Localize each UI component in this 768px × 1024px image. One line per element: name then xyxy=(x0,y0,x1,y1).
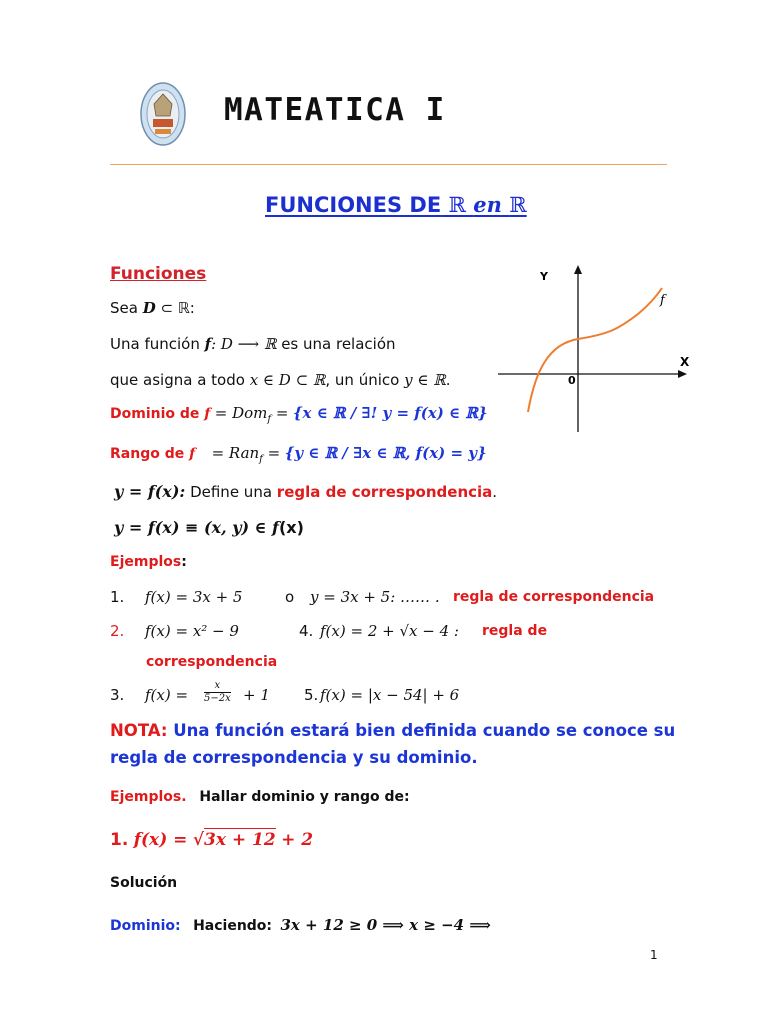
solucion-label: Solución xyxy=(110,875,178,891)
header-divider xyxy=(110,164,667,165)
sea-line: Sea D ⊂ ℝ: xyxy=(110,299,195,317)
definition-line-1: Una función f: D ⟶ ℝ es una relación xyxy=(110,335,396,353)
example-1: 1. f(x) = 3x + 5 o y = 3x + 5: …… . regla de correspondencia xyxy=(110,588,655,606)
nota-line-1: NOTA: Una función estará bien definida cuando se conoce su xyxy=(110,721,676,740)
page-title: MATEATICA I xyxy=(224,92,446,128)
dominio-definition: Dominio de f = Dom$_f$ = {x ∈ ℝ / ∃! y = f(x) ∈ ℝ} xyxy=(110,404,488,425)
example-2-note-cont: correspondencia xyxy=(146,654,278,670)
problem-1: 1. f(x) = √3x + 12 + 2 xyxy=(110,830,314,850)
ejemplos-2-line: Ejemplos. Hallar dominio y rango de: xyxy=(110,789,410,805)
function-graph xyxy=(490,262,695,437)
nota-line-2: regla de correspondencia y su dominio. xyxy=(110,748,478,767)
funciones-heading: Funciones xyxy=(110,264,207,284)
curve-label: f xyxy=(660,293,665,308)
origin-label: 0 xyxy=(568,374,576,387)
definition-line-2: que asigna a todo x ∈ D ⊂ ℝ, un único y ∈ ℝ. xyxy=(110,371,451,389)
regla-line: y = f(x): Define una regla de correspondencia. xyxy=(114,482,498,501)
section-subtitle: FUNCIONES DE ℝ en ℝ xyxy=(265,192,527,217)
example-2: 2. f(x) = x² − 9 4. f(x) = 2 + √x − 4 : regla de xyxy=(110,622,548,640)
ejemplos-heading: Ejemplos: xyxy=(110,554,187,570)
x-axis-label: X xyxy=(680,355,690,369)
rango-definition: Rango de f = Ran$_f$ = {y ∈ ℝ / ∃x ∈ ℝ, f(x) = y} xyxy=(110,444,487,465)
university-seal-icon xyxy=(140,82,186,146)
equivalence-line: y = f(x) ≡ (x, y) ∈ f(x) xyxy=(114,518,304,537)
dominio-solution: Dominio: Haciendo: 3x + 12 ≥ 0 ⟹ x ≥ −4 ⟹ xyxy=(110,916,491,934)
page-number: 1 xyxy=(650,948,658,962)
y-axis-label: Y xyxy=(540,270,548,283)
example-3: 3. f(x) = x 5−2x + 1 5. f(x) = |x − 54| + 6 xyxy=(110,680,460,704)
